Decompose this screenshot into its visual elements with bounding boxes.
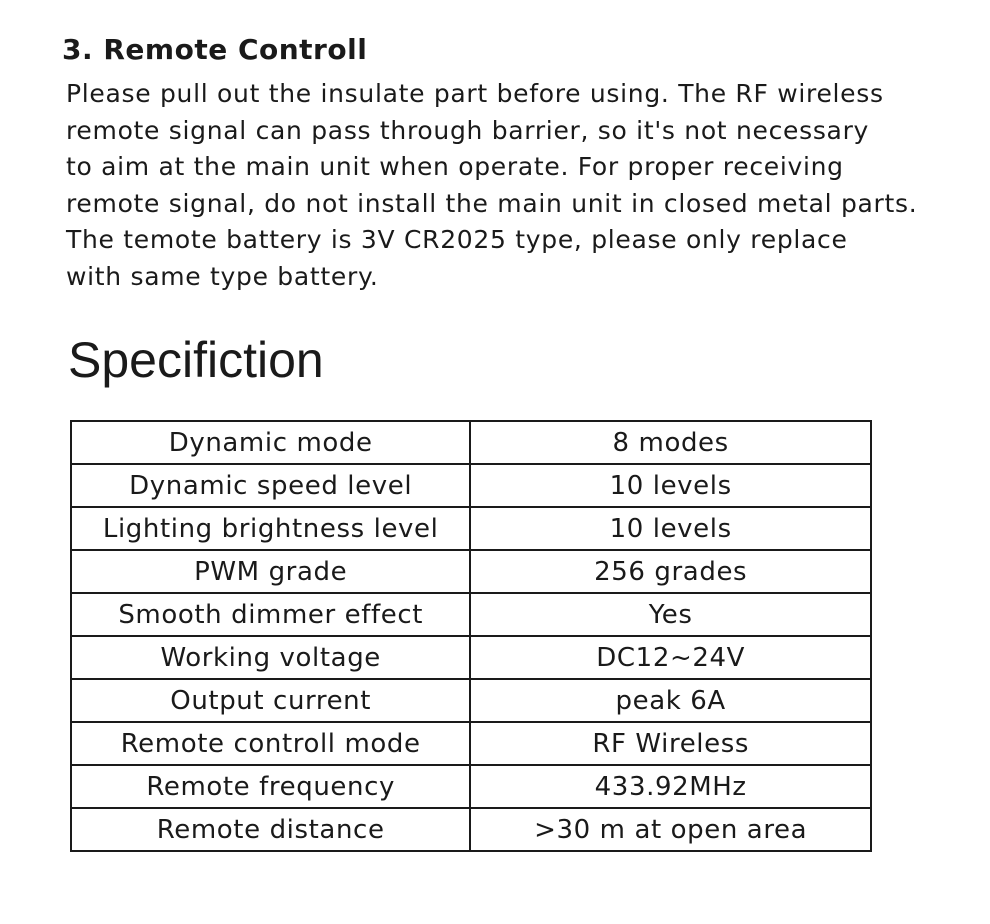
spec-value: Yes: [470, 593, 871, 636]
spec-label: Remote frequency: [71, 765, 470, 808]
spec-value: 433.92MHz: [470, 765, 871, 808]
table-row: [71, 593, 871, 636]
spec-value: 10 levels: [470, 507, 871, 550]
paragraph-line: Please pull out the insulate part before using. The RF wireless: [66, 79, 884, 108]
paragraph-line: with same type battery.: [66, 261, 379, 291]
spec-value: 10 levels: [470, 464, 871, 507]
spec-value: 256 grades: [470, 550, 871, 593]
section-heading: 3. Remote Controll: [62, 33, 368, 66]
spec-value: >30 m at open area: [470, 808, 871, 851]
spec-value: RF Wireless: [470, 722, 871, 765]
spec-value: DC12~24V: [470, 636, 871, 679]
spec-label: Remote distance: [71, 808, 470, 851]
table-row: [71, 636, 871, 679]
specification-table: [70, 420, 872, 852]
spec-label: Working voltage: [71, 636, 470, 679]
spec-label: Dynamic speed level: [71, 464, 470, 507]
paragraph-line: to aim at the main unit when operate. For proper receiving: [66, 152, 844, 181]
spec-label: Lighting brightness level: [71, 507, 470, 550]
spec-value: peak 6A: [470, 679, 871, 722]
table-row: [71, 765, 871, 808]
table-row: [71, 550, 871, 593]
paragraph-line: remote signal, do not install the main unit in closed metal parts.: [66, 188, 918, 218]
specification-title: Specifiction: [68, 332, 324, 388]
table-row: [71, 808, 871, 851]
table-row: [71, 464, 871, 507]
instructions-paragraph: [66, 76, 966, 295]
table-row: [71, 421, 871, 464]
spec-label: Remote controll mode: [71, 722, 470, 765]
table-row: [71, 679, 871, 722]
table-row: [71, 507, 871, 550]
paragraph-line: remote signal can pass through barrier, so it's not necessary: [66, 115, 870, 145]
spec-label: PWM grade: [71, 550, 470, 593]
spec-label: Output current: [71, 679, 470, 722]
spec-value: 8 modes: [470, 421, 871, 464]
paragraph-line: The temote battery is 3V CR2025 type, please only replace: [66, 225, 848, 254]
table-row: [71, 722, 871, 765]
spec-label: Smooth dimmer effect: [71, 593, 470, 636]
spec-label: Dynamic mode: [71, 421, 470, 464]
